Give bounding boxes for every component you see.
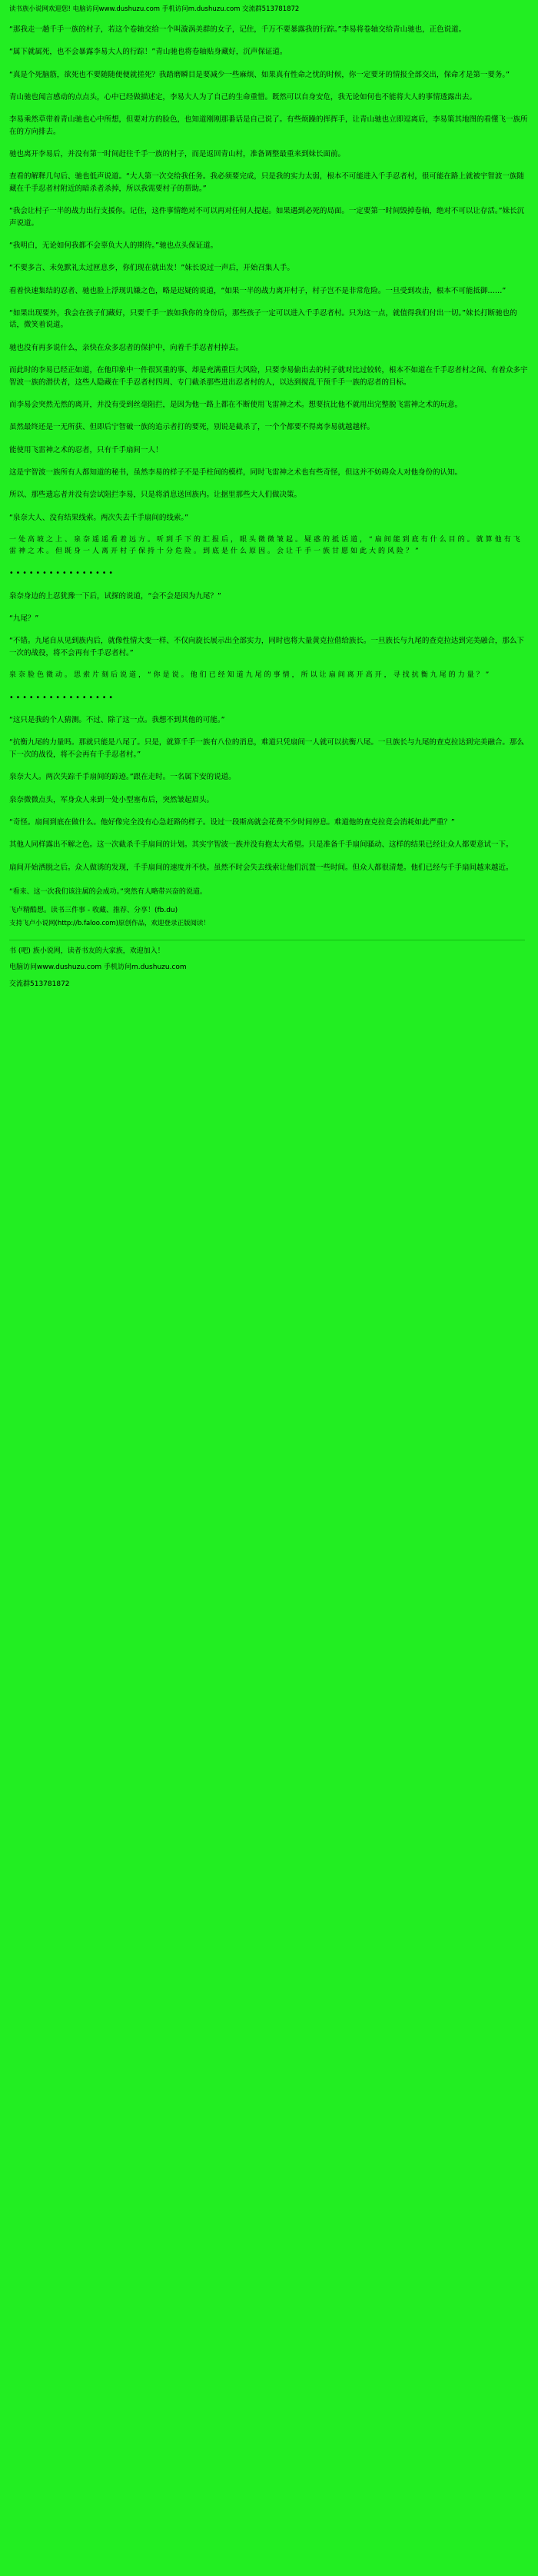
paragraph: “属下就属死，也不会暴露李易大人的行踪！”青山驰也将卷轴贴身藏好，沉声保证道。 xyxy=(9,48,287,57)
paragraph: 而此时的李易已经正如道，在他印象中一件很冥重的事、却是充满重巨大风险，只要李易偷出去的村子就对比过较转，根本不如道在千手忍者村之间、有着众多宇智波一族的潜伏者，这些人隐藏在千手忍者村四周、专门截杀那些进出忍者村的人，以达到搅乱干预千手一族的忍者的目标。 xyxy=(9,366,528,387)
paragraph: 泉奈微微点头，军身众人来到一处小型塞布后，突然皱起眉头。 xyxy=(9,795,214,804)
paragraph: • • • • • • • • • • • • • • • • xyxy=(9,693,113,702)
paragraph: “不错。九尾自从见到族内后，就像性情大变一样、不仅向旋长展示出全部实力，同时也将大量黄克拉借给族长。一旦族长与九尾的查克拉达到完美融合，那么下一次的战役，将不会再有千手忍者村。” xyxy=(9,637,524,657)
page-footer xyxy=(8,887,530,990)
paragraph: “九尾？” xyxy=(9,614,39,624)
paragraph: 驰也没有再多说什么，亲快在众多忍者的保护中，向着千手忍者村掉去。 xyxy=(9,343,244,352)
invite-text: 书 (吧) 族小说网，读者书友的大家族，欢迎加入！ xyxy=(9,947,164,955)
paragraph: 青山驰也闻言感动的点点头，心中已经做描述定，李易大人为了自己的生命重惜。既然可以自身安危，我无论如何也不能将大人的事情透露出去。 xyxy=(9,92,477,102)
paragraph: “不要多言、未免默礼太过匣息乡，你们现在就出发！”妹长说过一声后，开始召集人手。 xyxy=(9,264,294,273)
support-text: 飞卢精酷想。读书三件事 - 收藏、推荐、分享！(fb.du) xyxy=(9,906,178,914)
paragraph: 李易乘然草带着青山驰也心中所想，但要对方的脸色，也知道刚刚那番话是自己说了。有些烦躁的挥挥手，让青山驰也立即逗离后，李易策其地图的看懂飞一族所在的方向排去。 xyxy=(9,115,528,136)
paragraph: “泉奈大人、没有结果线索。两次失去千手扇间的线索。” xyxy=(9,513,189,522)
paragraph: “我会让村子一半的战力出行支援你。记住，这件事情绝对不可以再对任何人提起。如果遇到必死的局面。一定要第一时间毁掉卷轴，绝对不可以让存活。”妹长沉声说道。 xyxy=(9,207,525,228)
paragraph: 看着快速集结的忍者、驰也脸上浮现讥嫌之色，略是迟疑的说道，“如果一半的战力离开村子，村子岂不是非常危险。一旦受到攻击，根本不可能抵御……” xyxy=(9,286,506,295)
paragraph: 查看的解释几句后、驰也低声说道。“大人第一次交给我任务。我必须要完成，只是我的实力太弱，根本不可能进入千手忍者村，很可能在路上就被宇智波一族随藏在千手忍者村附近的暗杀者杀掉，所以我需要村子的帮助。” xyxy=(9,172,524,193)
paragraph-ellipsis: 一处高坡之上、泉奈遥遥看着远方。听到手下的汇报后，眼头微微皱起。疑惑的抵话道，“扇间能到底有什么目的。就算他有飞雷神之术。但既身一人离开村子保持十分危险。到底是什么原因。会让千手一族甘愿如此大的风险？” xyxy=(9,536,523,555)
paragraph: “抗衡九尾的力量吗。那就只能是八尾了。只是，就算千手一族有八位的消息，难道只凭扇间一人就可以抗衡八尾。一旦族长与九尾的查克拉达到完美融合。那么下一次的战役，将不会再有千手忍者村。” xyxy=(9,738,524,759)
paragraph: 这是宇智波一族所有人都知道的秘书，虽然李易的样子不是手柱间的模样，同时飞雷神之术也有些奇怪，但这并不妨碍众人对他身份的认知。 xyxy=(9,468,463,477)
paragraph: “如果出现要外，我会在孩子们藏好，只要千手一族如我你的身份后，那些孩子一定可以进入千手忍者村。只为这一点，就值得我们付出一切。”妹长打断驰也的话，微笑着说道。 xyxy=(9,309,517,330)
paragraph: 虽然最终还是一无所获、但即后宁智破一族的追示者打的要死，别说是截杀了，一个个都要不得离李易就越越样。 xyxy=(9,423,375,432)
paragraph: 所以、那些遗忘者并没有尝试阻拦李易，只是将消息送回族内。让据里那些大人们做决策。 xyxy=(9,491,302,500)
paragraph: “那我走一趟千手一族的村子，若这个卷轴交给一个叫漩涡美群的女子，记住，千万不要暴露我的行踪。”李易将卷轴交给青山驰也，正色说道。 xyxy=(9,25,467,34)
paragraph: 其他人同样露出不解之色。这一次截杀千手扇间的计划。其实宇智波一族并没有抱太大希望。只是准备千手扇间骚动、这样的结果已经让众人都要意试一下。 xyxy=(9,840,513,850)
paragraph: 泉奈身边的上忍犹豫一下后，试探的说道，“会不会是因为九尾？” xyxy=(9,591,221,601)
paragraph: “真是个死脑筋，欲死也不要随随便便就搓死？我踏磨瞬目是要减少一些麻烦、如果真有性命之忧的时候，你一定要牙的情报全部交出，保命才是第一要务。” xyxy=(9,70,510,79)
visit-text: 电脑访问www.dushuzu.com 手机访问m.dushuzu.com xyxy=(9,964,187,972)
paragraph: • • • • • • • • • • • • • • • • xyxy=(9,569,113,578)
chapter-body xyxy=(8,24,530,874)
paragraph: 能使用飞雷神之术的忍者，只有千手扇间一人！ xyxy=(9,445,163,454)
paragraph: 而李易会突然无然的离开，并没有受到丝毫阻拦，是因为他一路上都在不断使用飞雷神之术。想要抗比他不就用出完整脱飞雷神之术的玩意。 xyxy=(9,400,463,409)
paragraph: “奇怪。扇间到底在做什么。他好像完全没有心急赶路的样子。设过一段斯高就会花费不少时间停息。难道他的查克拉竟会消耗如此严重？” xyxy=(9,817,455,827)
paragraph: 泉奈大人。两次失踪千手扇间的踪迹。”跟在走时。一名属下安的说道。 xyxy=(9,773,236,782)
paragraph: “我明白，无论如何我都不会辜负大人的期待。”驰也点头保证道。 xyxy=(9,241,218,250)
group-text: 交流群513781872 xyxy=(9,980,70,988)
site-header-notice: 读书族小说网欢迎您! 电脑访问www.dushuzu.com 手机访问m.dushuzu.com 交流群513781872 xyxy=(9,5,300,13)
paragraph-ellipsis: 泉奈脸色微动。思索片刻后说道，“你是说。他们已经知道九尾的事情，所以让扇间离开高开，寻找抗衡九尾的力量？” xyxy=(9,671,492,680)
serial-number: 支持飞卢小说网(http://b.faloo.com)原创作品，欢迎登录正版阅读！ xyxy=(9,920,210,928)
promo-text: “看来、这一次我们该注属的会成功。”突然有人略带兴奋的说道。 xyxy=(9,888,207,897)
paragraph: 扇间开始洒脱之后。众人做诱的发现，千手扇间的速度并不快。虽然不时会失去线索让他们沉置一些时间。但众人都很清楚。他们已经与千手扇间越来越近。 xyxy=(9,863,513,872)
paragraph: “这只是我的个人猜测。不过、除了这一点。我想不到其他的可能。” xyxy=(9,716,225,725)
paragraph: 驰也离开李易后，并没有第一时间赶往千手一族的村子，而是返回青山村，准备调整最重来到妹长面前。 xyxy=(9,150,346,158)
